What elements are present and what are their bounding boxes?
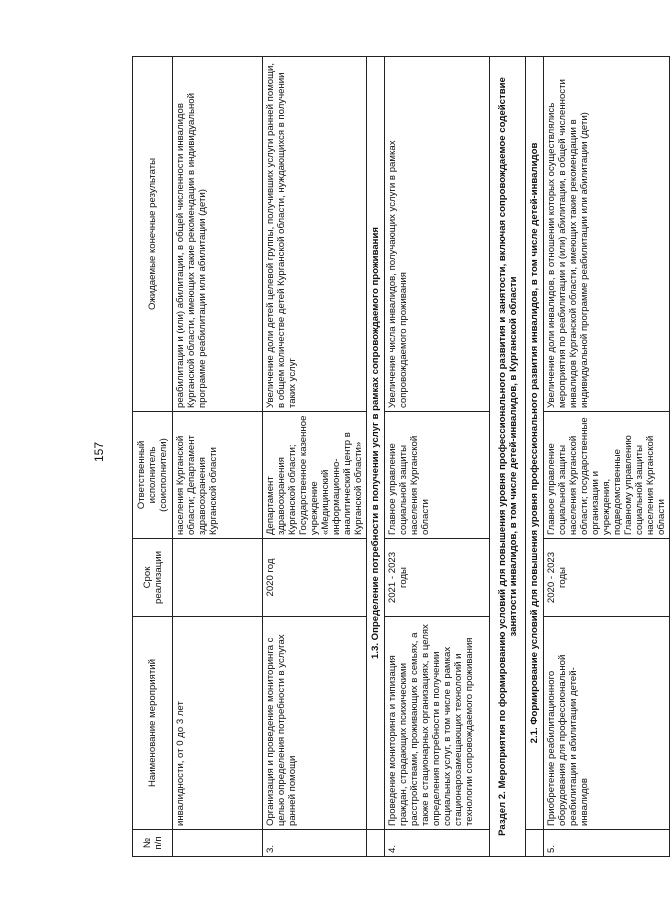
cell-term bbox=[173, 539, 263, 617]
table-row bbox=[173, 57, 263, 857]
section-row bbox=[526, 57, 544, 857]
cell-result: Увеличение числа инвалидов, получающих услуги в рамках сопровождаемого проживания bbox=[385, 57, 490, 412]
cell-name: Организация и проведение мониторинга с целью определения потребности в услугах ранней помощи bbox=[263, 617, 367, 830]
cell-term: 2020 год bbox=[263, 539, 367, 617]
cell-result: Увеличение доли инвалидов, в отношении которых осуществлялись мероприятия по реабилитации и (или) абилитации, в общей численности инвалидов Курганской области, имеющих такие рекомендации в индивидуальной программе реабилитации или абилитации (дети) bbox=[544, 57, 670, 412]
section-spacer bbox=[526, 830, 544, 857]
cell-num: 4. bbox=[385, 830, 490, 857]
page-number: 157 bbox=[92, 441, 106, 463]
header-row bbox=[133, 57, 173, 857]
cell-executor: населения Курганской области; Департамент здравоохранения Курганской области bbox=[173, 412, 263, 539]
cell-executor: Департамент здравоохранения Курганской области; Государственное казенное учреждение «Медицинский информационно-аналитический центр в Курганской области» bbox=[263, 412, 367, 539]
cell-result: Увеличение доли детей целевой группы, получивших услуги ранней помощи, в общем количестве детей Курганской области, нуждающихся в получении таких услуг bbox=[263, 57, 367, 412]
cell-name: Приобретение реабилитационного оборудования для профессиональной реабилитации и абилитации детей-инвалидов bbox=[544, 617, 670, 830]
section-row bbox=[490, 57, 526, 857]
cell-result: реабилитации и (или) абилитации, в общей численности инвалидов Курганской области, имеющих такие рекомендации в индивидуальной программе реабилитации или абилитации (дети) bbox=[173, 57, 263, 412]
section-1-3-title: 1.3. Определение потребности в получении услуг в рамках сопровождаемого проживания bbox=[367, 57, 385, 830]
measures-table bbox=[132, 56, 670, 857]
table-row bbox=[385, 57, 490, 857]
rotated-page bbox=[132, 57, 667, 857]
section-row bbox=[367, 57, 385, 857]
section-2-title: Раздел 2. Мероприятия по формированию условий для повышения уровня профессионального развития и занятости, включая сопровождаемое содействие занятости инвалидов, в том числе детей-инвалидов, в Курганской области bbox=[490, 57, 526, 857]
section-spacer bbox=[367, 830, 385, 857]
header-result: Ожидаемые конечные результаты bbox=[133, 57, 173, 412]
header-term: Срок реализации bbox=[133, 539, 173, 617]
cell-term: 2021 - 2023 годы bbox=[385, 539, 490, 617]
cell-num: 5. bbox=[544, 830, 670, 857]
header-executor: Ответственный исполнитель (соисполнители) bbox=[133, 412, 173, 539]
section-2-1-title: 2.1. Формирование условий для повышения уровня профессионального развития инвалидов, в том числе детей-инвалидов bbox=[526, 57, 544, 830]
cell-num: 3. bbox=[263, 830, 367, 857]
cell-num bbox=[173, 830, 263, 857]
cell-name: инвалидности, от 0 до 3 лет bbox=[173, 617, 263, 830]
cell-term: 2020 - 2023 годы bbox=[544, 539, 670, 617]
cell-name: Проведение мониторинга и типизация граждан, страдающих психическими расстройствами, проживающих в семьях, а также в стационарных организациях, в целях определения потребности в получении социальных услуг, в том числе в рамках стационарозамещающих технологий и технологии сопровождаемого проживания bbox=[385, 617, 490, 830]
header-name: Наименование мероприятий bbox=[133, 617, 173, 830]
cell-executor: Главное управление социальной защиты населения Курганской области; государственные организации и учреждения, подведомственные Главному управлению социальной защиты населения Курганской области bbox=[544, 412, 670, 539]
cell-executor: Главное управление социальной защиты населения Курганской области bbox=[385, 412, 490, 539]
table-row bbox=[544, 57, 670, 857]
header-num: № п/п bbox=[133, 830, 173, 857]
table-row bbox=[263, 57, 367, 857]
